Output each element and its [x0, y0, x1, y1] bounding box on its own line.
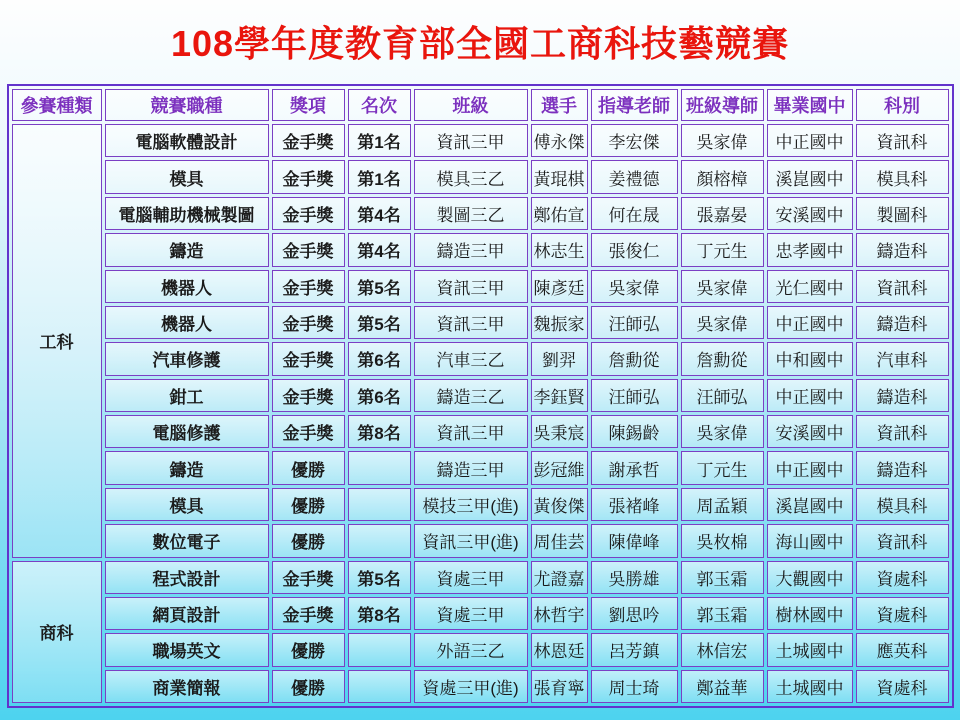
job-cell: 電腦修護: [105, 415, 269, 448]
table-row: [12, 488, 949, 521]
class-cell: 資處三甲: [414, 561, 528, 594]
job-cell: 模具: [105, 160, 269, 193]
class-cell: 資訊三甲(進): [414, 524, 528, 557]
table-row: [12, 197, 949, 230]
job-cell: 汽車修護: [105, 342, 269, 375]
junior-high-cell: 樹林國中: [767, 597, 853, 630]
rank-cell: 第4名: [348, 233, 411, 266]
advisor-cell: 張俊仁: [591, 233, 678, 266]
junior-high-cell: 安溪國中: [767, 415, 853, 448]
table-row: [12, 451, 949, 484]
job-cell: 模具: [105, 488, 269, 521]
junior-high-cell: 大觀國中: [767, 561, 853, 594]
award-cell: 金手獎: [272, 306, 345, 339]
advisor-cell: 汪師弘: [591, 306, 678, 339]
junior-high-cell: 土城國中: [767, 670, 853, 703]
table-row: [12, 597, 949, 630]
award-cell: 優勝: [272, 488, 345, 521]
junior-high-cell: 中正國中: [767, 451, 853, 484]
rank-cell: [348, 524, 411, 557]
player-cell: 李鈺賢: [531, 379, 588, 412]
player-cell: 林恩廷: [531, 633, 588, 666]
header-job: 競賽職種: [105, 89, 269, 121]
award-cell: 優勝: [272, 524, 345, 557]
advisor-cell: 吳家偉: [591, 270, 678, 303]
table-row: [12, 270, 949, 303]
junior-high-cell: 中正國中: [767, 379, 853, 412]
junior-high-cell: 溪崑國中: [767, 160, 853, 193]
department-cell: 資訊科: [856, 270, 949, 303]
player-cell: 魏振家: [531, 306, 588, 339]
player-cell: 林哲宇: [531, 597, 588, 630]
header-department: 科別: [856, 89, 949, 121]
advisor-cell: 詹勳從: [591, 342, 678, 375]
homeroom-teacher-cell: 吳家偉: [681, 306, 764, 339]
results-table: [7, 84, 954, 708]
player-cell: 彭冠維: [531, 451, 588, 484]
award-cell: 金手獎: [272, 561, 345, 594]
table-row: [12, 124, 949, 157]
rank-cell: 第6名: [348, 342, 411, 375]
player-cell: 林志生: [531, 233, 588, 266]
table-row: [12, 379, 949, 412]
homeroom-teacher-cell: 周孟穎: [681, 488, 764, 521]
advisor-cell: 張褚峰: [591, 488, 678, 521]
player-cell: 周佳芸: [531, 524, 588, 557]
award-cell: 優勝: [272, 670, 345, 703]
award-cell: 金手獎: [272, 270, 345, 303]
rank-cell: [348, 451, 411, 484]
advisor-cell: 周士琦: [591, 670, 678, 703]
junior-high-cell: 安溪國中: [767, 197, 853, 230]
job-cell: 數位電子: [105, 524, 269, 557]
rank-cell: 第1名: [348, 160, 411, 193]
advisor-cell: 陳偉峰: [591, 524, 678, 557]
junior-high-cell: 中正國中: [767, 124, 853, 157]
award-cell: 金手獎: [272, 197, 345, 230]
homeroom-teacher-cell: 郭玉霜: [681, 561, 764, 594]
department-cell: 鑄造科: [856, 451, 949, 484]
rank-cell: 第8名: [348, 415, 411, 448]
table-row: [12, 342, 949, 375]
page-title: 108學年度教育部全國工商科技藝競賽: [170, 23, 790, 64]
header-advisor: 指導老師: [591, 89, 678, 121]
department-cell: 資訊科: [856, 524, 949, 557]
advisor-cell: 呂芳鎮: [591, 633, 678, 666]
advisor-cell: 何在晟: [591, 197, 678, 230]
department-cell: 資訊科: [856, 124, 949, 157]
department-cell: 資處科: [856, 597, 949, 630]
rank-cell: 第5名: [348, 270, 411, 303]
department-cell: 資處科: [856, 561, 949, 594]
rank-cell: [348, 633, 411, 666]
class-cell: 製圖三乙: [414, 197, 528, 230]
department-cell: 鑄造科: [856, 233, 949, 266]
class-cell: 鑄造三甲: [414, 233, 528, 266]
department-cell: 應英科: [856, 633, 949, 666]
rank-cell: 第6名: [348, 379, 411, 412]
award-cell: 金手獎: [272, 342, 345, 375]
homeroom-teacher-cell: 吳家偉: [681, 124, 764, 157]
class-cell: 汽車三乙: [414, 342, 528, 375]
header-award: 獎項: [272, 89, 345, 121]
header-rank: 名次: [348, 89, 411, 121]
job-cell: 職場英文: [105, 633, 269, 666]
job-cell: 程式設計: [105, 561, 269, 594]
award-cell: 優勝: [272, 633, 345, 666]
table-row: [12, 633, 949, 666]
homeroom-teacher-cell: 丁元生: [681, 451, 764, 484]
player-cell: 劉羿: [531, 342, 588, 375]
class-cell: 資處三甲(進): [414, 670, 528, 703]
player-cell: 黃琨棋: [531, 160, 588, 193]
department-cell: 資處科: [856, 670, 949, 703]
award-cell: 金手獎: [272, 233, 345, 266]
department-cell: 汽車科: [856, 342, 949, 375]
junior-high-cell: 溪崑國中: [767, 488, 853, 521]
header-category: 參賽種類: [12, 89, 102, 121]
class-cell: 資處三甲: [414, 597, 528, 630]
job-cell: 電腦輔助機械製圖: [105, 197, 269, 230]
homeroom-teacher-cell: 鄭益華: [681, 670, 764, 703]
class-cell: 資訊三甲: [414, 270, 528, 303]
table-row: [12, 561, 949, 594]
homeroom-teacher-cell: 吳家偉: [681, 270, 764, 303]
department-cell: 模具科: [856, 488, 949, 521]
job-cell: 鑄造: [105, 451, 269, 484]
job-cell: 商業簡報: [105, 670, 269, 703]
homeroom-teacher-cell: 顏榕樟: [681, 160, 764, 193]
table-row: [12, 670, 949, 703]
header-class: 班級: [414, 89, 528, 121]
rank-cell: 第4名: [348, 197, 411, 230]
player-cell: 傅永傑: [531, 124, 588, 157]
class-cell: 資訊三甲: [414, 124, 528, 157]
job-cell: 機器人: [105, 270, 269, 303]
class-cell: 模技三甲(進): [414, 488, 528, 521]
class-cell: 資訊三甲: [414, 306, 528, 339]
rank-cell: 第1名: [348, 124, 411, 157]
header-row: [12, 89, 949, 121]
header-junior-high: 畢業國中: [767, 89, 853, 121]
junior-high-cell: 海山國中: [767, 524, 853, 557]
junior-high-cell: 中正國中: [767, 306, 853, 339]
table-row: [12, 233, 949, 266]
award-cell: 金手獎: [272, 415, 345, 448]
table-row: [12, 306, 949, 339]
table-row: [12, 160, 949, 193]
rank-cell: [348, 670, 411, 703]
header-player: 選手: [531, 89, 588, 121]
player-cell: 尤證嘉: [531, 561, 588, 594]
advisor-cell: 陳錫齡: [591, 415, 678, 448]
table-row: [12, 524, 949, 557]
advisor-cell: 汪師弘: [591, 379, 678, 412]
player-cell: 鄭佑宣: [531, 197, 588, 230]
rank-cell: 第8名: [348, 597, 411, 630]
department-cell: 鑄造科: [856, 379, 949, 412]
advisor-cell: 吳勝雄: [591, 561, 678, 594]
job-cell: 鉗工: [105, 379, 269, 412]
homeroom-teacher-cell: 詹勳從: [681, 342, 764, 375]
department-cell: 鑄造科: [856, 306, 949, 339]
player-cell: 吳秉宸: [531, 415, 588, 448]
award-cell: 優勝: [272, 451, 345, 484]
player-cell: 黃俊傑: [531, 488, 588, 521]
category-cell: 工科: [12, 124, 102, 558]
class-cell: 鑄造三乙: [414, 379, 528, 412]
job-cell: 鑄造: [105, 233, 269, 266]
rank-cell: 第5名: [348, 306, 411, 339]
award-cell: 金手獎: [272, 160, 345, 193]
class-cell: 模具三乙: [414, 160, 528, 193]
rank-cell: [348, 488, 411, 521]
junior-high-cell: 光仁國中: [767, 270, 853, 303]
class-cell: 外語三乙: [414, 633, 528, 666]
homeroom-teacher-cell: 林信宏: [681, 633, 764, 666]
department-cell: 資訊科: [856, 415, 949, 448]
category-cell: 商科: [12, 561, 102, 704]
homeroom-teacher-cell: 汪師弘: [681, 379, 764, 412]
homeroom-teacher-cell: 丁元生: [681, 233, 764, 266]
advisor-cell: 姜禮德: [591, 160, 678, 193]
player-cell: 張育寧: [531, 670, 588, 703]
junior-high-cell: 土城國中: [767, 633, 853, 666]
homeroom-teacher-cell: 張嘉晏: [681, 197, 764, 230]
table-row: [12, 415, 949, 448]
header-homeroom-teacher: 班級導師: [681, 89, 764, 121]
class-cell: 鑄造三甲: [414, 451, 528, 484]
homeroom-teacher-cell: 吳家偉: [681, 415, 764, 448]
department-cell: 模具科: [856, 160, 949, 193]
job-cell: 網頁設計: [105, 597, 269, 630]
class-cell: 資訊三甲: [414, 415, 528, 448]
job-cell: 機器人: [105, 306, 269, 339]
advisor-cell: 李宏傑: [591, 124, 678, 157]
award-cell: 金手獎: [272, 379, 345, 412]
results-table-body: [12, 124, 949, 703]
homeroom-teacher-cell: 郭玉霜: [681, 597, 764, 630]
advisor-cell: 謝承哲: [591, 451, 678, 484]
homeroom-teacher-cell: 吳枚棉: [681, 524, 764, 557]
job-cell: 電腦軟體設計: [105, 124, 269, 157]
award-cell: 金手獎: [272, 597, 345, 630]
advisor-cell: 劉思吟: [591, 597, 678, 630]
player-cell: 陳彥廷: [531, 270, 588, 303]
junior-high-cell: 中和國中: [767, 342, 853, 375]
junior-high-cell: 忠孝國中: [767, 233, 853, 266]
department-cell: 製圖科: [856, 197, 949, 230]
award-cell: 金手獎: [272, 124, 345, 157]
rank-cell: 第5名: [348, 561, 411, 594]
